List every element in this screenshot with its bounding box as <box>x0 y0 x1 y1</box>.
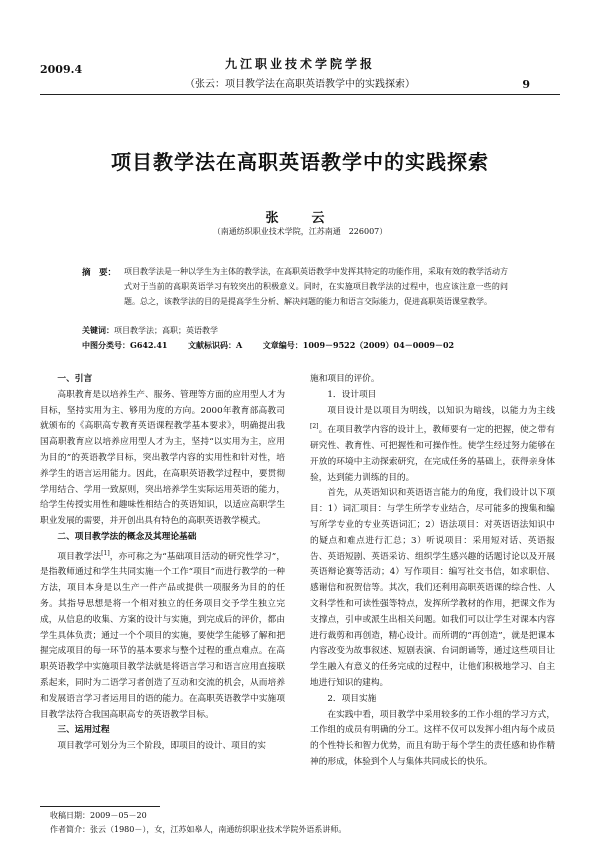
abstract-text: 项目教学法是一种以学生为主体的教学法，在高职英语教学中发挥其特定的功能作用，采取有效的教学活动方式对于当前的高职英语学习有较突出的积极意义。同时，在实施项目教学法的过程中，也应该注意一些的问题。总之，该教学法的目的是提高学生分析、解决问题的能力和语言交际能力，促进高职英语课堂教学。 <box>124 267 508 306</box>
paragraph-intro: 高职教育是以培养生产、服务、管理等方面的应用型人才为目标，坚持实用为主、够用为度的方向。2000年教育部高教司就颁布的《高职高专教育英语课程教学基本要求》，明确提出我国高职教育应以培养应用型人才为主，坚持“以实用为主，应用为目的”的英语教学目标，突出教学内容的实用性和针对性，培养学生的语言运用能力。因此，在高职英语教学过程中，要贯彻学用结合、学用一致原则，突出培养学生实际运用英语的能力，给学生传授实用性和趣味性相结合的英语知识，以适应高职学生职业发展的需要，并开创出具有特色的高职英语教学模式。 <box>40 389 285 527</box>
keywords-label: 关键词： <box>82 325 114 335</box>
received-date: 2009－05－20 <box>90 811 147 820</box>
subheading-design: 1．设计项目 <box>327 389 377 400</box>
article-no-value: 1009－9522（2009）04－0009－02 <box>302 340 455 350</box>
clc-value: G642.41 <box>130 340 168 350</box>
keywords-value: 项目教学法；高职；英语教学 <box>114 326 218 335</box>
right-column <box>310 372 555 771</box>
author-bio: 张云（1980－），女，江苏如皋人，南通纺织职业技术学院外语系讲师。 <box>90 825 347 834</box>
bio-label: 作者简介： <box>50 825 90 834</box>
article-title: 项目教学法在高职英语教学中的实践探索 <box>111 150 489 174</box>
keywords-line <box>82 325 218 336</box>
paragraph-design-start: 项目设计是以项目为明线，以知识为暗线，以能力为主线 <box>327 405 555 416</box>
issue-date: 2009.4 <box>40 63 83 76</box>
section-heading-concept: 二、项目教学法的概念及其理论基础 <box>57 531 197 542</box>
doc-code-value: A <box>236 340 243 350</box>
received-label: 收稿日期： <box>50 811 90 820</box>
paragraph-process: 项目教学可划分为三个阶段，即项目的设计、项目的实 <box>57 741 266 752</box>
running-title: （张云：项目教学法在高职英语教学中的实践探索） <box>185 79 415 90</box>
section-heading-intro: 一、引言 <box>57 374 93 384</box>
clc-label: 中图分类号： <box>82 340 130 350</box>
left-column <box>40 372 285 755</box>
paragraph-concept <box>40 546 285 724</box>
author-name: 张 云 <box>265 211 335 226</box>
paragraph-process-cont: 施和项目的评价。 <box>310 374 380 384</box>
author-bio-line <box>50 824 346 835</box>
classification-line <box>82 340 472 351</box>
journal-name: 九江职业技术学院学报 <box>224 57 375 71</box>
paragraph-implementation: 在实践中看，项目教学中采用较多的工作小组的学习方式，工作组的成员有明确的分工。这样不仅可以发挥小组内每个成员的个性特长和智力优势，而且有助于每个学生的责任感和协作精神的形成，体验到个人与集体共同成长的快乐。 <box>310 709 555 768</box>
article-no-label: 文章编号： <box>262 340 303 350</box>
paragraph-concept-rest: ，亦可称之为“基础项目活动的研究性学习”，是指教师通过和学生共同实施一个工作“项目”而进行教学的一种方法，项目本身是以生产一件产品或提供一项服务为目的的任务。其指导思想是将一个相对独立的任务项目交予学生独立完成，从信息的收集、方案的设计与实施，到完成后的评价，都由学生具体负责；通过一个个项目的实施，要使学生能够了解和把握完成项目的每一环节的基本要求与整个过程的重点难点。在高职英语教学中实施项目教学法就是将语言学习和语言应用直接联系起来，同时为二语学习者创造了互动和交流的机会，从而培养和发展语言学习者运用目的语的能力。在高职英语教学中实施项目教学法符合我国高职高专的英语教学目标。 <box>40 551 286 720</box>
subheading-implementation: 2．项目实施 <box>327 693 377 704</box>
page-number: 9 <box>522 78 530 91</box>
footnote-divider <box>40 806 160 807</box>
header-divider <box>40 94 560 95</box>
paragraph-concept-start: 项目教学法 <box>57 551 102 562</box>
paragraph-design-rest: 。在项目教学内容的设计上，教师要有一定的把握，使之带有研究性、教育性、可把握性和可操作性。使学生经过努力能够在开放的环境中主动探索研究，在完成任务的基础上，获得亲身体验，达到能力训练的目的。 <box>310 425 555 483</box>
abstract-label: 摘 要： <box>82 268 117 278</box>
received-date-line <box>50 810 147 821</box>
citation-1: [1] <box>101 549 110 557</box>
section-heading-process: 三、运用过程 <box>57 725 110 736</box>
citation-2: [2] <box>310 423 319 431</box>
author-affiliation: （南通纺织职业技术学院，江苏南通 226007） <box>212 227 388 236</box>
doc-code-label: 文献标识码： <box>188 340 236 350</box>
paragraph-design <box>310 404 555 487</box>
paragraph-projects: 首先，从英语知识和英语语言能力的角度，我们设计以下项目：1）词汇项目：与学生所学专业结合，尽可能多的搜集和编写所学专业的专业英语词汇；2）语法项目：对英语语法知识中的疑点和难点进行汇总；3）听说项目：采用短对话、英语报告、英语短剧、英语采访、组织学生感兴趣的话题讨论以及开展英语辩论赛等活动；4）写作项目：编写社交书信，如求职信、感谢信和祝贺信等。其次，我们还利用高职英语课的综合性、人文科学性和可读性强等特点，发挥所学教材的作用，把课文作为支撑点，引申或派生出相关问题。如我们可以让学生对课本内容进行裁剪和再创造，精心设计。而所谓的“再创造”，就是把课本内容改变为故事叙述、短剧表演、台词朗诵等，通过这些项目让学生融入有意义的任务完成的过程中，让他们积极地学习、自主地进行知识的建构。 <box>310 488 555 689</box>
